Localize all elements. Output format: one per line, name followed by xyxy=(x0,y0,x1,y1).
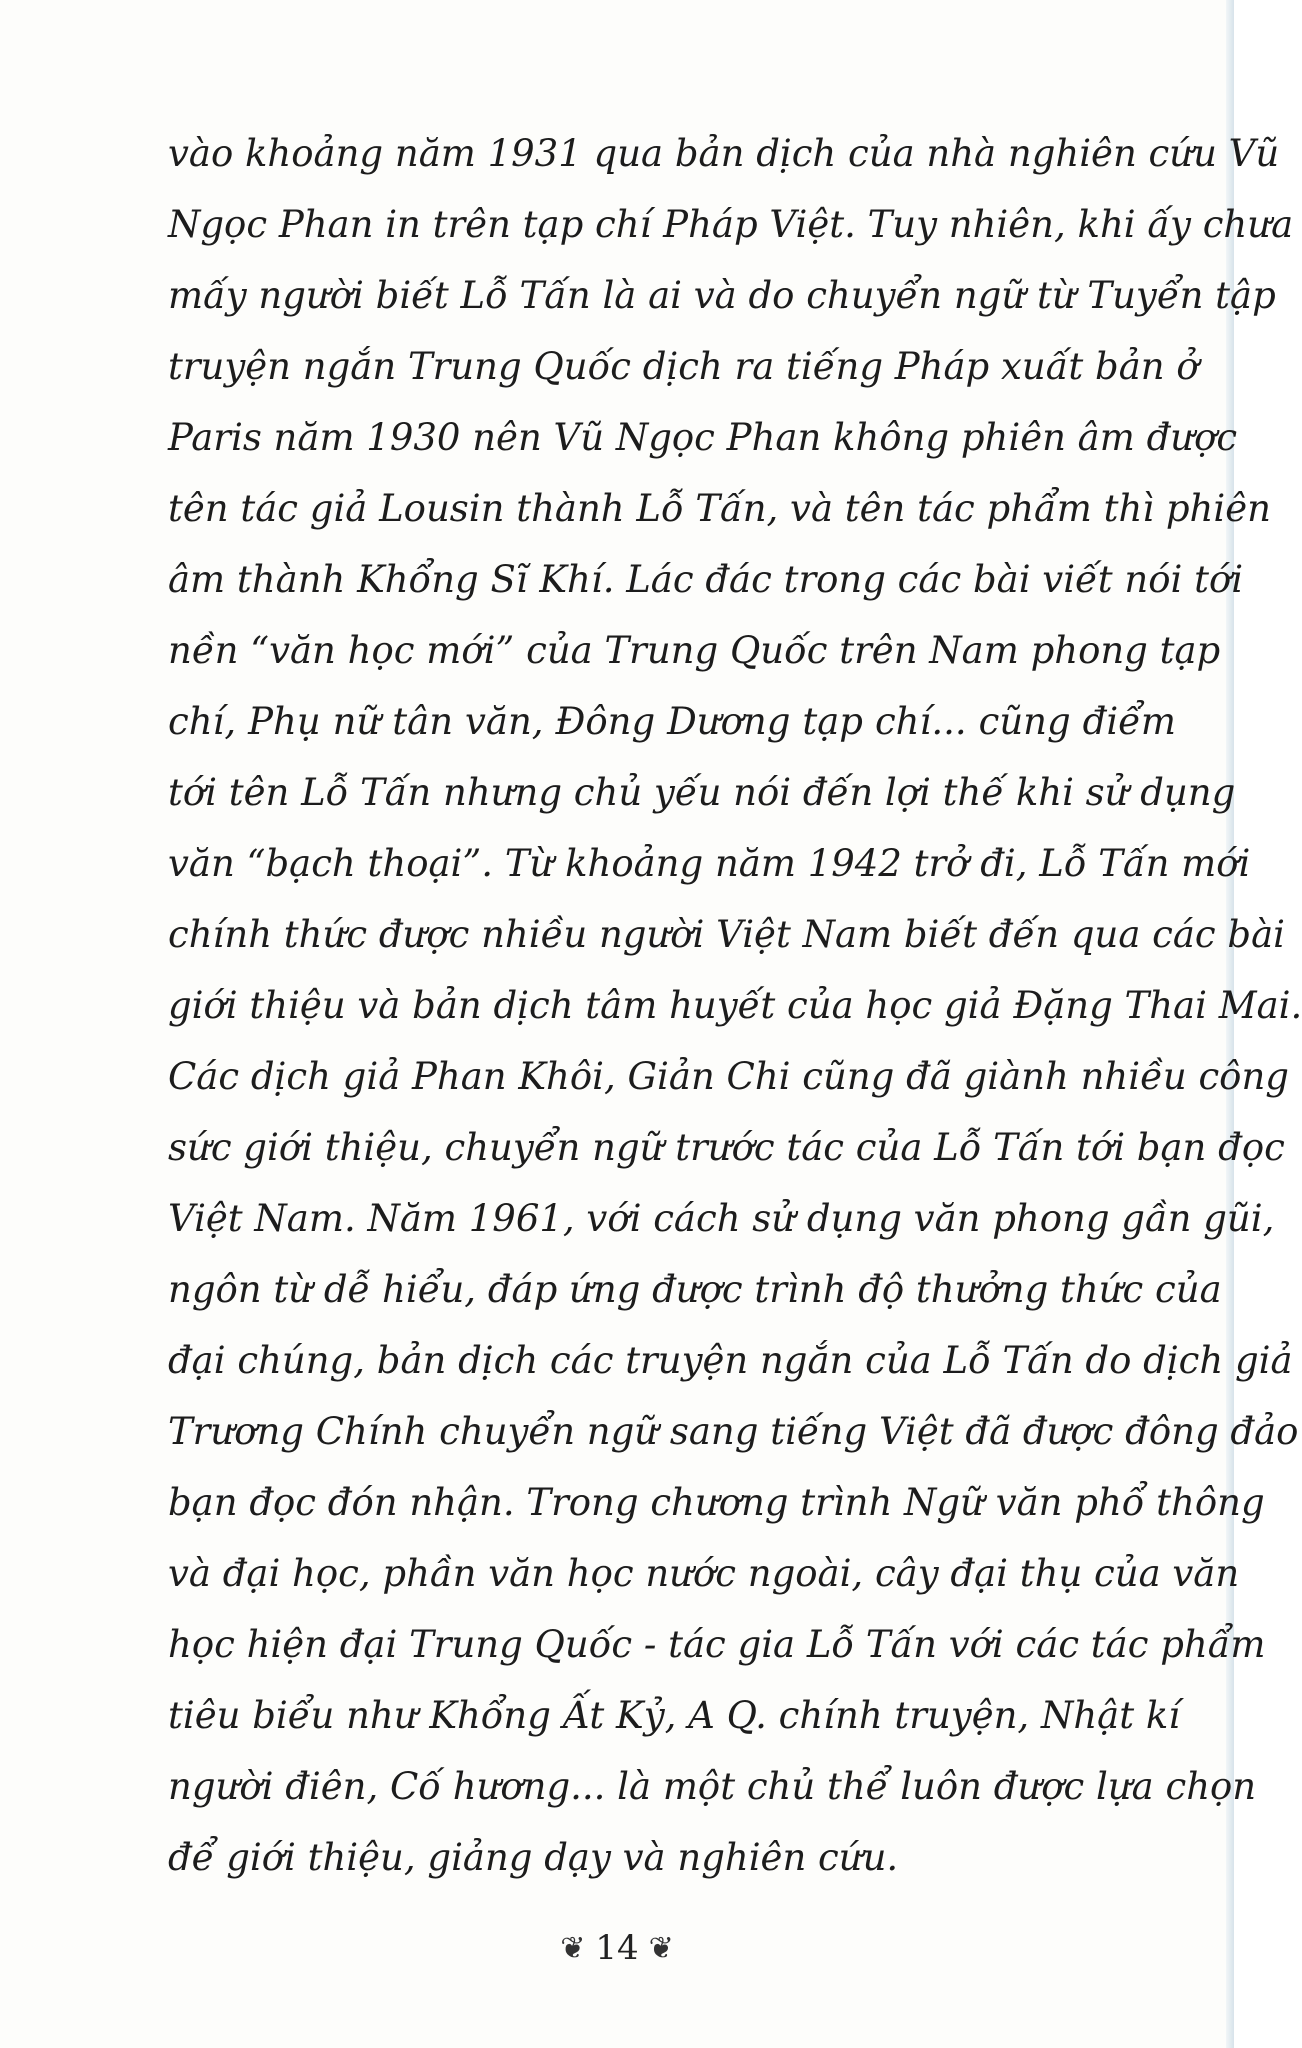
text-line: Việt Nam. Năm 1961, với cách sử dụng văn phong gần gũi, xyxy=(168,1197,1275,1240)
text-line: chính thức được nhiều người Việt Nam biết đến qua các bài xyxy=(168,913,1285,956)
text-line: Paris năm 1930 nên Vũ Ngọc Phan không phiên âm được xyxy=(168,416,1238,459)
body-text xyxy=(168,118,1302,1893)
text-line: mấy người biết Lỗ Tấn là ai và do chuyển ngữ từ Tuyển tập xyxy=(168,274,1276,317)
text-line: truyện ngắn Trung Quốc dịch ra tiếng Pháp xuất bản ở xyxy=(168,345,1199,388)
text-line: người điên, Cố hương... là một chủ thể luôn được lựa chọn xyxy=(168,1765,1257,1808)
text-line: học hiện đại Trung Quốc - tác gia Lỗ Tấn với các tác phẩm xyxy=(168,1623,1266,1666)
text-line: văn “bạch thoại”. Từ khoảng năm 1942 trở đi, Lỗ Tấn mới xyxy=(168,842,1251,885)
text-line: chí, Phụ nữ tân văn, Đông Dương tạp chí... cũng điểm xyxy=(168,700,1176,743)
text-line: và đại học, phần văn học nước ngoài, cây đại thụ của văn xyxy=(168,1552,1240,1595)
text-line: âm thành Khổng Sĩ Khí. Lác đác trong các bài viết nói tới xyxy=(168,558,1244,601)
ornament-left-icon: ❦ xyxy=(560,1930,586,1966)
text-line: sức giới thiệu, chuyển ngữ trước tác của Lỗ Tấn tới bạn đọc xyxy=(168,1126,1285,1169)
text-line: tên tác giả Lousin thành Lỗ Tấn, và tên tác phẩm thì phiên xyxy=(168,487,1271,530)
text-line: vào khoảng năm 1931 qua bản dịch của nhà nghiên cứu Vũ xyxy=(168,132,1280,175)
text-line: giới thiệu và bản dịch tâm huyết của học giả Đặng Thai Mai. xyxy=(168,984,1302,1027)
ornament-right-icon: ❦ xyxy=(648,1930,674,1966)
text-line: Các dịch giả Phan Khôi, Giản Chi cũng đã giành nhiều công xyxy=(168,1055,1289,1098)
text-line: Trương Chính chuyển ngữ sang tiếng Việt đã được đông đảo xyxy=(168,1410,1299,1453)
text-line: tới tên Lỗ Tấn nhưng chủ yếu nói đến lợi thế khi sử dụng xyxy=(168,771,1236,814)
text-line: ngôn từ dễ hiểu, đáp ứng được trình độ thưởng thức của xyxy=(168,1268,1222,1311)
page-footer xyxy=(0,1928,1234,1968)
text-line: bạn đọc đón nhận. Trong chương trình Ngữ văn phổ thông xyxy=(168,1481,1265,1524)
text-line: nền “văn học mới” của Trung Quốc trên Nam phong tạp xyxy=(168,629,1221,672)
text-line: đại chúng, bản dịch các truyện ngắn của Lỗ Tấn do dịch giả xyxy=(168,1339,1293,1382)
text-line: Ngọc Phan in trên tạp chí Pháp Việt. Tuy nhiên, khi ấy chưa xyxy=(168,203,1294,246)
page-number: 14 xyxy=(595,1928,639,1968)
text-line-last: để giới thiệu, giảng dạy và nghiên cứu. xyxy=(168,1836,899,1879)
text-line: tiêu biểu như Khổng Ất Kỷ, A Q. chính truyện, Nhật kí xyxy=(168,1694,1181,1737)
